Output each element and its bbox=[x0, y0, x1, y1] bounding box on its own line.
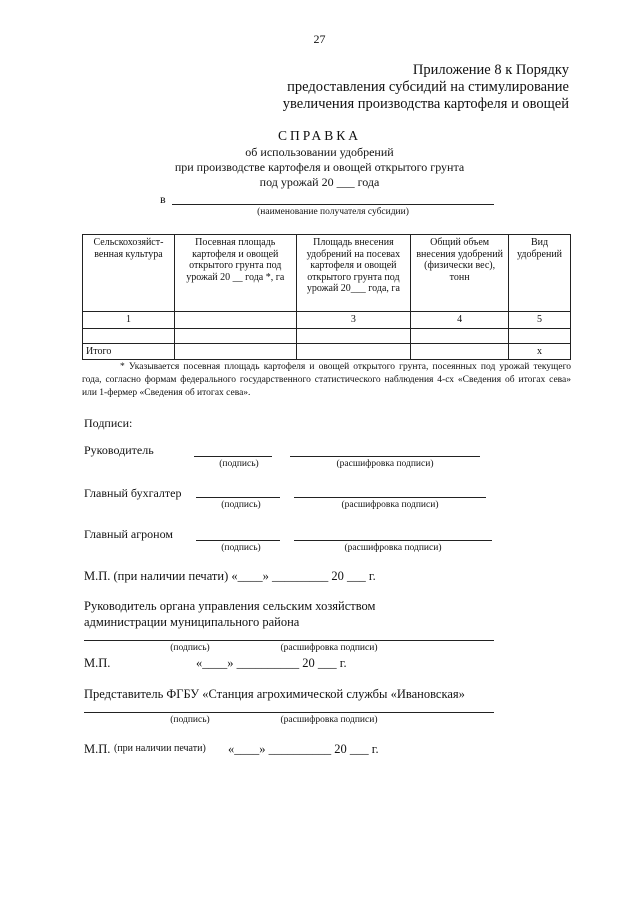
appendix-line-2: предоставления субсидий на стимулирование bbox=[287, 79, 569, 95]
footnote: * Указывается посевная площадь картофеля и овощей открытого грунта, посеянных под урожай текущего года, согласно формам федерального государственного статистического наблюдения 4-сх «Сведения об итогах сева» или 1-фермер «Сведения об итогах сева». bbox=[82, 362, 571, 398]
head-decode-line[interactable] bbox=[290, 456, 480, 457]
authority-mp: М.П. bbox=[84, 656, 111, 670]
final-mp-note: (при наличии печати) bbox=[114, 743, 206, 754]
appendix-line-1: Приложение 8 к Порядку bbox=[412, 62, 569, 78]
col-number: 3 bbox=[296, 312, 411, 329]
header-crop: Сельскохозяйст-венная культура bbox=[83, 235, 175, 312]
stamp-line-1: М.П. (при наличии печати) «____» _________ 20 ___ г. bbox=[84, 569, 376, 583]
head-decode-caption: (расшифровка подписи) bbox=[336, 459, 434, 469]
document-title: СПРАВКА bbox=[277, 128, 362, 143]
table-cell[interactable] bbox=[83, 328, 175, 343]
authority-line-2: администрации муниципального района bbox=[84, 615, 300, 629]
table-row bbox=[83, 328, 571, 343]
table-cell[interactable] bbox=[296, 343, 411, 360]
agronomist-sign-line[interactable] bbox=[196, 540, 280, 541]
subtitle-line-3: под урожай 20 ___ года bbox=[259, 175, 380, 189]
recipient-caption: (наименование получателя субсидии) bbox=[257, 207, 409, 217]
header-application-area: Площадь внесения удобрений на посевах картофеля и овощей открытого грунта под урожай 20___ года, га bbox=[296, 235, 411, 312]
authority-date: «____» __________ 20 ___ г. bbox=[196, 656, 347, 670]
accountant-sign-caption: (подпись) bbox=[221, 500, 261, 510]
authority-sign-caption: (подпись) bbox=[170, 643, 210, 653]
agronomist-decode-line[interactable] bbox=[294, 540, 492, 541]
table-cell[interactable] bbox=[411, 343, 509, 360]
fgbu-sign-caption: (подпись) bbox=[170, 715, 210, 725]
fgbu-signature-line[interactable] bbox=[84, 712, 494, 713]
col-number: 5 bbox=[509, 312, 571, 329]
final-mp: М.П. bbox=[84, 742, 111, 756]
agronomist-decode-caption: (расшифровка подписи) bbox=[344, 543, 442, 553]
header-volume: Общий объем внесения удобрений (физически вес), тонн bbox=[411, 235, 509, 312]
final-date: «____» __________ 20 ___ г. bbox=[228, 742, 379, 756]
agronomist-label: Главный агроном bbox=[84, 527, 173, 541]
accountant-decode-caption: (расшифровка подписи) bbox=[341, 500, 439, 510]
fgbu-decode-caption: (расшифровка подписи) bbox=[280, 715, 378, 725]
subtitle-line-2: при производстве картофеля и овощей открытого грунта bbox=[174, 160, 465, 174]
page-number: 27 bbox=[313, 32, 326, 46]
agronomist-sign-caption: (подпись) bbox=[221, 543, 261, 553]
recipient-line[interactable] bbox=[172, 204, 494, 205]
col-number: 1 bbox=[83, 312, 175, 329]
head-sign-caption: (подпись) bbox=[219, 459, 259, 469]
authority-line-1: Руководитель органа управления сельским хозяйством bbox=[84, 599, 376, 613]
accountant-decode-line[interactable] bbox=[294, 497, 486, 498]
accountant-sign-line[interactable] bbox=[196, 497, 280, 498]
accountant-label: Главный бухгалтер bbox=[84, 486, 182, 500]
authority-decode-caption: (расшифровка подписи) bbox=[280, 643, 378, 653]
head-label: Руководитель bbox=[84, 443, 154, 457]
table-cell[interactable] bbox=[174, 343, 296, 360]
recipient-prefix: в bbox=[160, 192, 166, 206]
head-sign-line[interactable] bbox=[194, 456, 272, 457]
table-cell[interactable] bbox=[296, 328, 411, 343]
total-last-cell: х bbox=[509, 343, 571, 360]
fertilizer-table bbox=[82, 234, 571, 360]
table-number-row bbox=[83, 312, 571, 329]
appendix-line-3: увеличения производства картофеля и овощей bbox=[282, 96, 569, 112]
table-cell[interactable] bbox=[411, 328, 509, 343]
total-label: Итого bbox=[83, 343, 175, 360]
header-type: Вид удобрений bbox=[509, 235, 571, 312]
col-number bbox=[174, 312, 296, 329]
fgbu-line: Представитель ФГБУ «Станция агрохимической службы «Ивановская» bbox=[84, 687, 465, 701]
table-cell[interactable] bbox=[174, 328, 296, 343]
authority-signature-line[interactable] bbox=[84, 640, 494, 641]
header-sown-area: Посевная площадь картофеля и овощей открытого грунта под урожай 20 __ года *, га bbox=[174, 235, 296, 312]
table-total-row bbox=[83, 343, 571, 360]
signatures-heading: Подписи: bbox=[84, 416, 133, 430]
col-number: 4 bbox=[411, 312, 509, 329]
table-cell[interactable] bbox=[509, 328, 571, 343]
subtitle-line-1: об использовании удобрений bbox=[245, 145, 394, 159]
table-header-row bbox=[83, 235, 571, 312]
